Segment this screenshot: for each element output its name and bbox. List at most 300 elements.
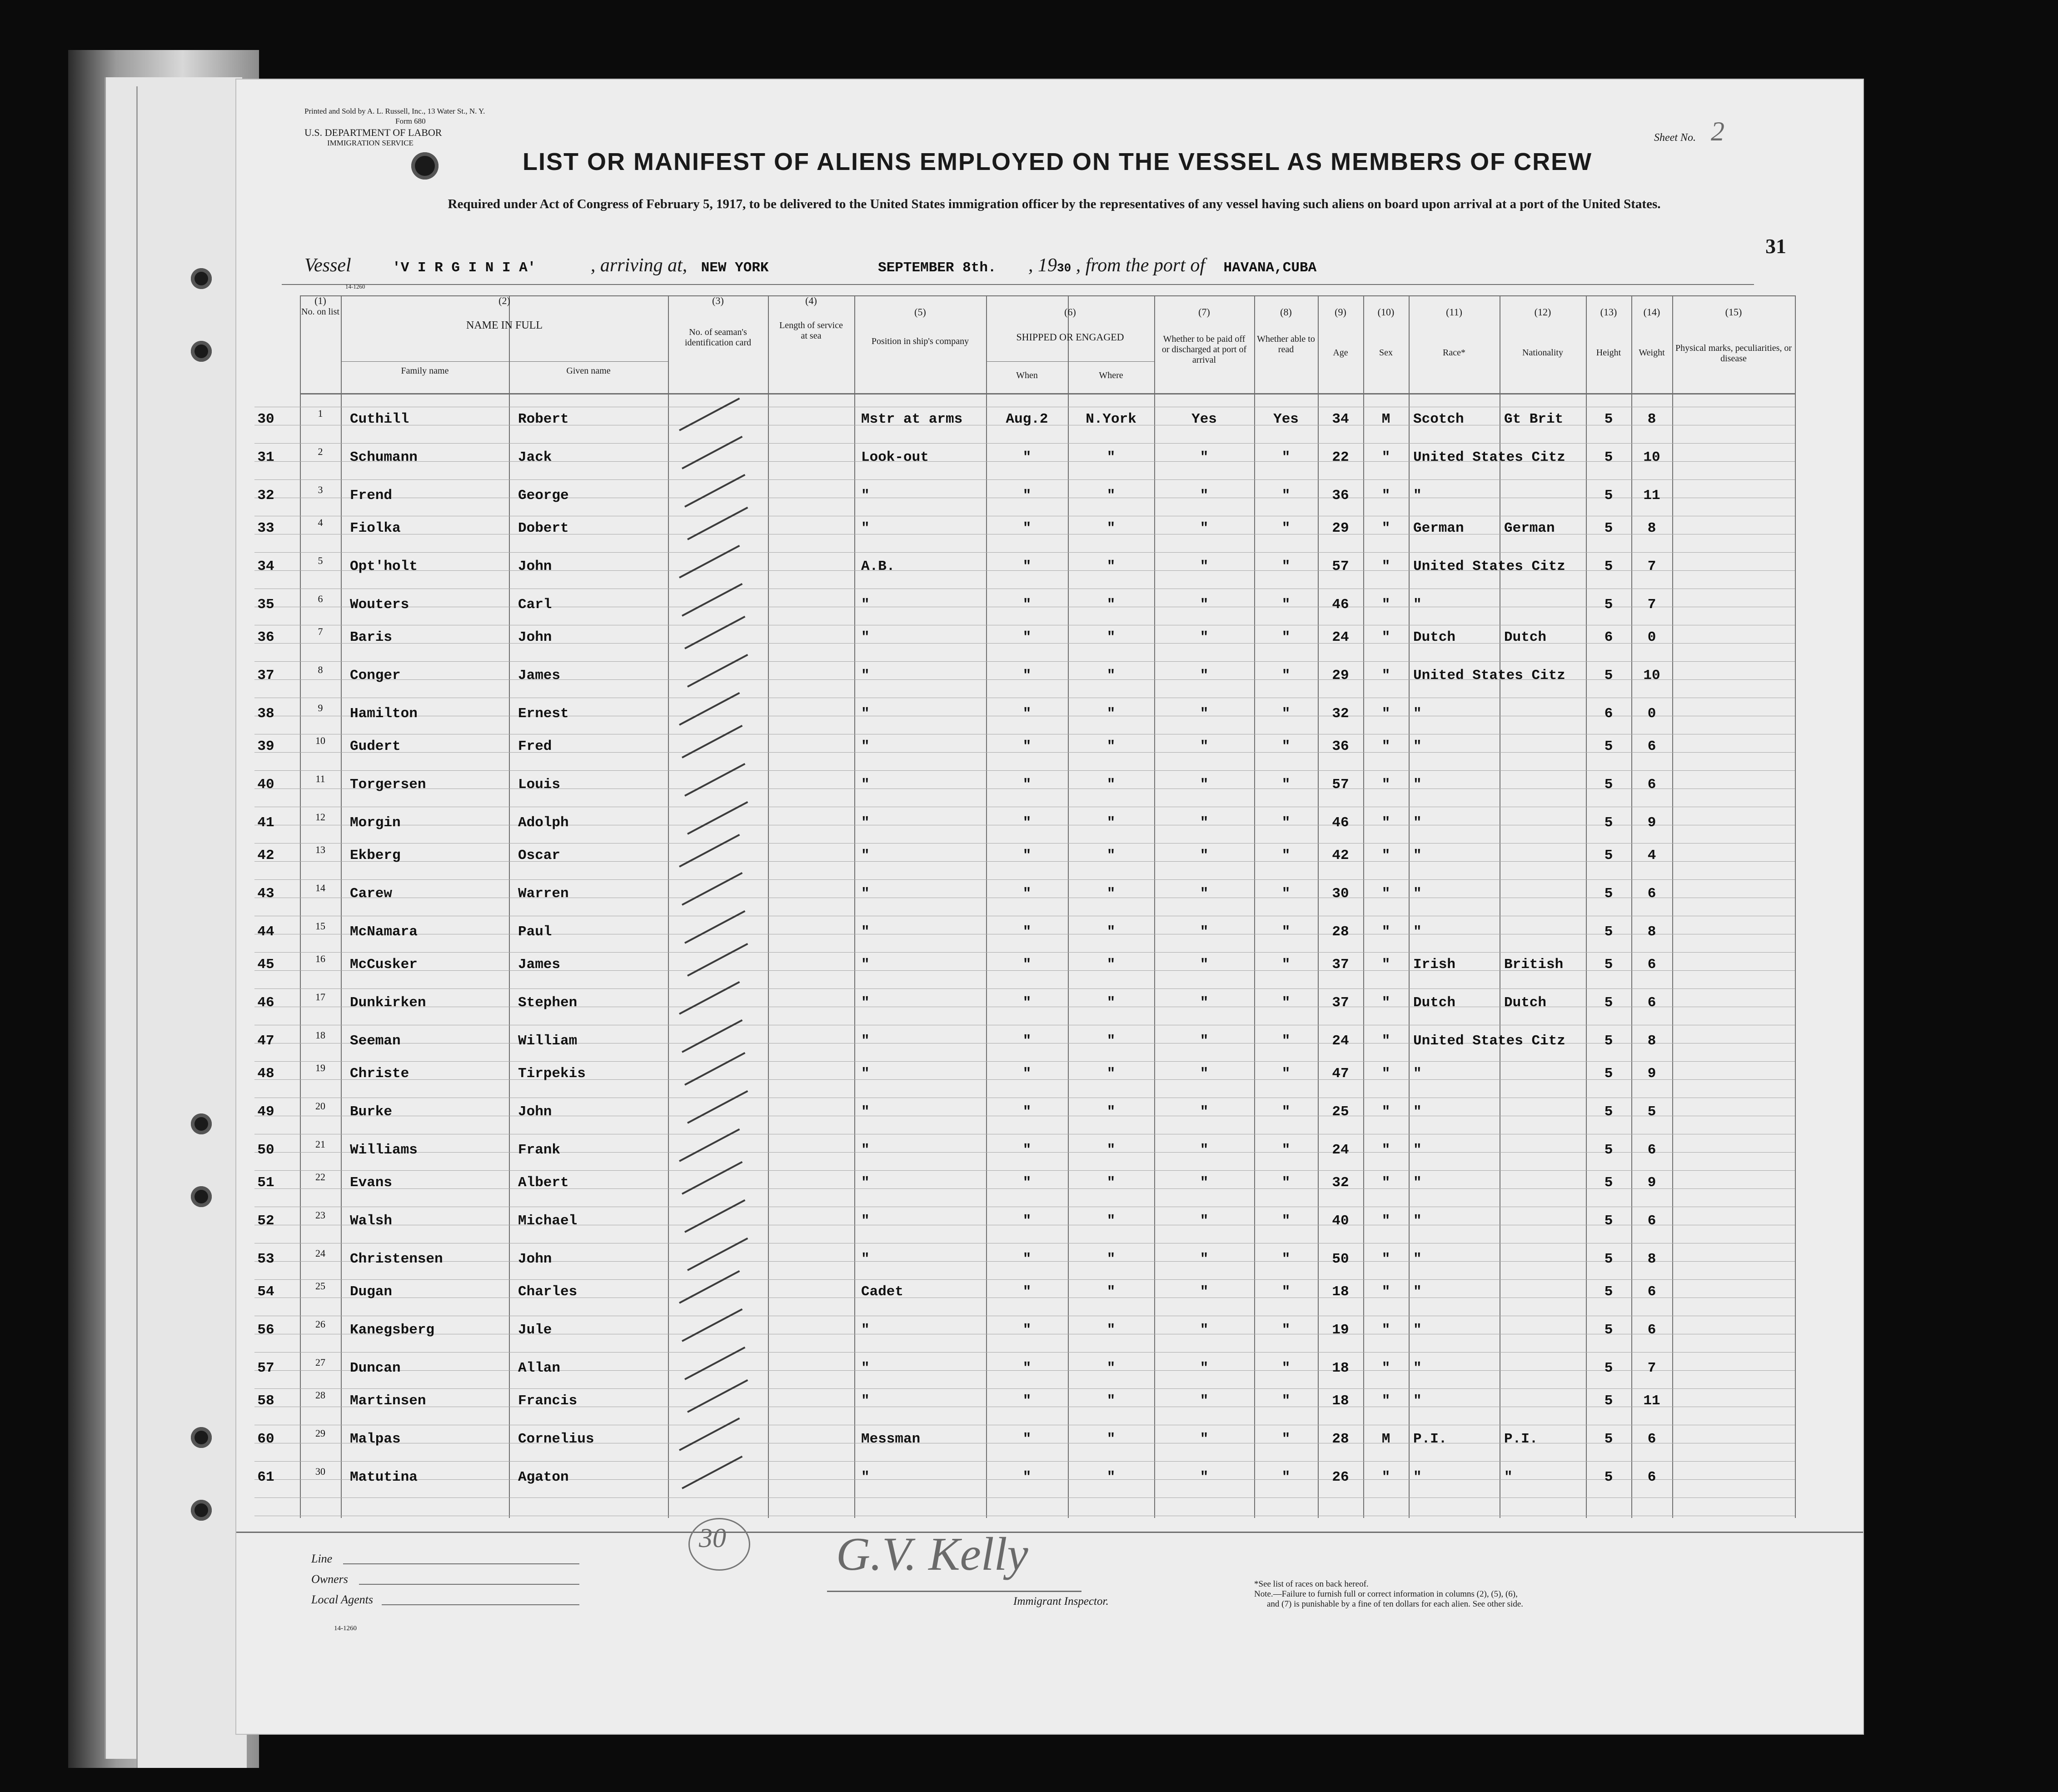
cell-weight: 10	[1643, 668, 1660, 684]
cell-no: 20	[315, 1100, 325, 1112]
cell-read: "	[1281, 848, 1291, 864]
cell-paid: "	[1200, 1104, 1209, 1120]
cell-no: 9	[318, 702, 323, 714]
line-number: 41	[257, 815, 274, 831]
sheet-number: 2	[1711, 116, 1724, 146]
cell-where: "	[1106, 449, 1116, 465]
cell-race: P.I.	[1413, 1431, 1447, 1447]
cell-no: 28	[315, 1389, 325, 1401]
check-mark	[682, 872, 742, 906]
cell-sex: "	[1381, 886, 1390, 902]
arriving-label: , arriving at,	[590, 255, 688, 276]
cell-no: 12	[315, 811, 325, 823]
footer-divider	[236, 1532, 1863, 1533]
line-number: 54	[257, 1284, 274, 1300]
cell-no: 14	[315, 882, 325, 894]
cell-no: 25	[315, 1280, 325, 1292]
cell-no: 1	[318, 408, 323, 419]
cell-height: 5	[1604, 597, 1613, 613]
check-mark	[684, 616, 745, 649]
cell-given: Albert	[518, 1175, 569, 1191]
cell-read: "	[1281, 1469, 1291, 1485]
inspector-signature: G.V. Kelly	[836, 1528, 1028, 1580]
cell-where: "	[1106, 1066, 1116, 1082]
cell-position: "	[861, 1469, 870, 1485]
cell-read: "	[1281, 924, 1291, 940]
cell-weight: 7	[1647, 559, 1656, 574]
cell-weight: 10	[1643, 449, 1660, 465]
cell-given: Cornelius	[518, 1431, 594, 1447]
cell-given: Fred	[518, 739, 552, 754]
cell-paid: "	[1200, 1175, 1209, 1191]
cell-when: "	[1022, 629, 1031, 645]
cell-read: "	[1281, 488, 1291, 504]
cell-race: Dutch	[1413, 995, 1456, 1011]
cell-where: "	[1106, 597, 1116, 613]
col-1-header: No. on list	[301, 307, 339, 317]
col-3-number: (3)	[712, 295, 724, 306]
cell-position: "	[861, 1033, 870, 1049]
cell-height: 5	[1604, 995, 1613, 1011]
cell-weight: 5	[1647, 1104, 1656, 1120]
cell-given: George	[518, 488, 569, 504]
cell-no: 18	[315, 1029, 325, 1041]
ruled-line	[254, 843, 1795, 844]
cell-position: "	[861, 1322, 870, 1338]
col-9-number: (9)	[1335, 306, 1346, 318]
cell-no: 11	[315, 773, 325, 784]
cell-paid: "	[1200, 1033, 1209, 1049]
cell-age: 34	[1332, 411, 1349, 427]
cell-race: German	[1413, 520, 1464, 536]
cell-position: "	[861, 488, 870, 504]
col-12-header: Nationality	[1522, 348, 1563, 358]
cell-read: "	[1281, 1322, 1291, 1338]
cell-given: Paul	[518, 924, 552, 940]
ruled-line	[254, 443, 1795, 444]
cell-position: "	[861, 668, 870, 684]
cell-read: "	[1281, 995, 1291, 1011]
cell-paid: "	[1200, 1393, 1209, 1409]
printer-line: Printed and Sold by A. L. Russell, Inc., 13 Water St., N. Y.	[304, 107, 485, 115]
cell-race: "	[1413, 488, 1422, 504]
cell-nationality: Gt Brit	[1504, 411, 1564, 427]
cell-weight: 0	[1647, 629, 1656, 645]
cell-height: 5	[1604, 668, 1613, 684]
owners-label: Owners	[311, 1572, 348, 1586]
cell-no: 5	[318, 555, 323, 566]
cell-height: 5	[1604, 1251, 1613, 1267]
cell-race: "	[1413, 706, 1422, 722]
cell-height: 5	[1604, 1033, 1613, 1049]
cell-when: "	[1022, 1175, 1031, 1191]
cell-no: 13	[315, 844, 325, 855]
cell-sex: "	[1381, 1360, 1390, 1376]
cell-when: "	[1022, 777, 1031, 793]
cell-read: "	[1281, 629, 1291, 645]
cell-when: "	[1022, 488, 1031, 504]
cell-height: 5	[1604, 1360, 1613, 1376]
cell-no: 16	[315, 953, 325, 964]
cell-age: 24	[1332, 1033, 1349, 1049]
cell-given: Ernest	[518, 706, 569, 722]
cell-sex: "	[1381, 739, 1390, 754]
cell-read: "	[1281, 815, 1291, 831]
cell-weight: 6	[1647, 886, 1656, 902]
cell-age: 46	[1332, 597, 1349, 613]
col-10-header: Sex	[1379, 348, 1393, 358]
vessel-name: 'V I R G I N I A'	[392, 260, 536, 276]
cell-age: 47	[1332, 1066, 1349, 1082]
cell-where: "	[1106, 1251, 1116, 1267]
line-number: 37	[257, 668, 274, 684]
cell-when: "	[1022, 1431, 1031, 1447]
punch-hole	[411, 152, 439, 180]
arrival-port: NEW YORK	[701, 260, 769, 276]
cell-height: 5	[1604, 1213, 1613, 1229]
cell-weight: 6	[1647, 1431, 1656, 1447]
cell-given: Tirpekis	[518, 1066, 586, 1082]
cell-race: Irish	[1413, 957, 1456, 973]
year-prefix: , 19	[1028, 255, 1057, 276]
cell-read: "	[1281, 1213, 1291, 1229]
cell-nationality: P.I.	[1504, 1431, 1538, 1447]
cell-when: "	[1022, 1104, 1031, 1120]
cell-sex: "	[1381, 520, 1390, 536]
form-title: LIST OR MANIFEST OF ALIENS EMPLOYED ON THE VESSEL AS MEMBERS OF CREW	[523, 148, 1593, 175]
cell-when: "	[1022, 1360, 1031, 1376]
cell-weight: 7	[1647, 597, 1656, 613]
manifest-page	[236, 80, 1863, 1734]
cell-race: "	[1413, 1251, 1422, 1267]
races-note: *See list of races on back hereof.	[1254, 1579, 1369, 1589]
cell-given: James	[518, 668, 561, 684]
cell-position: "	[861, 1393, 870, 1409]
cell-no: 8	[318, 664, 323, 675]
check-mark	[684, 1199, 745, 1233]
cell-given: Oscar	[518, 848, 561, 864]
cell-height: 5	[1604, 1175, 1613, 1191]
col-5-number: (5)	[914, 306, 926, 318]
cell-where: "	[1106, 848, 1116, 864]
cell-when: "	[1022, 1251, 1031, 1267]
cell-family: Williams	[350, 1142, 418, 1158]
service: IMMIGRATION SERVICE	[327, 139, 414, 147]
cell-race: Dutch	[1413, 629, 1456, 645]
cell-position: "	[861, 886, 870, 902]
binder-hole	[191, 1427, 212, 1448]
cell-weight: 7	[1647, 1360, 1656, 1376]
cell-race: "	[1413, 1066, 1422, 1082]
cell-height: 6	[1604, 706, 1613, 722]
line-number: 61	[257, 1469, 274, 1485]
cell-where: "	[1106, 739, 1116, 754]
cell-position: "	[861, 848, 870, 864]
cell-paid: Yes	[1191, 411, 1217, 427]
cell-given: William	[518, 1033, 578, 1049]
cell-when: "	[1022, 1066, 1031, 1082]
cell-where: "	[1106, 777, 1116, 793]
cell-when: "	[1022, 597, 1031, 613]
cell-paid: "	[1200, 1360, 1209, 1376]
cell-age: 36	[1332, 488, 1349, 504]
ruled-line	[254, 879, 1795, 880]
line-number: 35	[257, 597, 274, 613]
cell-read: "	[1281, 1251, 1291, 1267]
cell-position: "	[861, 924, 870, 940]
cell-position: Mstr at arms	[861, 411, 963, 427]
cell-when: "	[1022, 1393, 1031, 1409]
cell-sex: "	[1381, 1393, 1390, 1409]
check-mark	[682, 1308, 742, 1342]
departure-port: HAVANA,CUBA	[1223, 260, 1317, 276]
cell-position: "	[861, 1175, 870, 1191]
cell-position: "	[861, 1360, 870, 1376]
cell-position: "	[861, 1066, 870, 1082]
cell-age: 25	[1332, 1104, 1349, 1120]
cell-position: "	[861, 1251, 870, 1267]
cell-height: 5	[1604, 886, 1613, 902]
col-6b-header: Where	[1099, 370, 1123, 380]
line-number: 44	[257, 924, 274, 940]
cell-weight: 6	[1647, 995, 1656, 1011]
cell-sex: "	[1381, 449, 1390, 465]
cell-paid: "	[1200, 597, 1209, 613]
line-number: 48	[257, 1066, 274, 1082]
cell-paid: "	[1200, 449, 1209, 465]
underlying-sheet	[136, 86, 247, 1768]
cell-sex: M	[1381, 1431, 1390, 1447]
cell-read: "	[1281, 1175, 1291, 1191]
line-number: 30	[257, 411, 274, 427]
cell-sex: "	[1381, 488, 1390, 504]
signature-line	[827, 1591, 1081, 1592]
cell-family: Opt'holt	[350, 559, 418, 574]
cell-age: 28	[1332, 924, 1349, 940]
check-mark	[679, 1418, 740, 1451]
cell-height: 5	[1604, 1469, 1613, 1485]
cell-given: Michael	[518, 1213, 578, 1229]
cell-when: "	[1022, 1322, 1031, 1338]
cell-where: "	[1106, 1142, 1116, 1158]
cell-age: 37	[1332, 957, 1349, 973]
cell-sex: M	[1381, 411, 1390, 427]
cell-read: Yes	[1273, 411, 1299, 427]
cell-no: 24	[315, 1248, 325, 1259]
inspector-label: Immigrant Inspector.	[1013, 1595, 1109, 1607]
cell-when: "	[1022, 815, 1031, 831]
cell-when: "	[1022, 1033, 1031, 1049]
cell-family: Ekberg	[350, 848, 401, 864]
cell-family: Malpas	[350, 1431, 401, 1447]
cell-position: "	[861, 739, 870, 754]
line-number: 32	[257, 488, 274, 504]
cell-position: A.B.	[861, 559, 895, 574]
line-number: 47	[257, 1033, 274, 1049]
cell-paid: "	[1200, 995, 1209, 1011]
cell-read: "	[1281, 1284, 1291, 1300]
cell-age: 18	[1332, 1360, 1349, 1376]
cell-age: 40	[1332, 1213, 1349, 1229]
check-mark	[684, 474, 745, 508]
cell-where: "	[1106, 668, 1116, 684]
cell-weight: 9	[1647, 815, 1656, 831]
cell-height: 5	[1604, 957, 1613, 973]
cell-read: "	[1281, 1066, 1291, 1082]
cell-sex: "	[1381, 1213, 1390, 1229]
cell-where: "	[1106, 995, 1116, 1011]
cell-family: Baris	[350, 629, 393, 645]
cell-paid: "	[1200, 886, 1209, 902]
col-12-number: (12)	[1534, 306, 1551, 318]
cell-height: 5	[1604, 411, 1613, 427]
col-4-header: Length of service at sea	[779, 320, 843, 341]
cell-paid: "	[1200, 777, 1209, 793]
cell-weight: 9	[1647, 1175, 1656, 1191]
penalty-note-2: and (7) is punishable by a fine of ten dollars for each alien. See other side.	[1267, 1599, 1524, 1609]
check-mark	[684, 1347, 745, 1380]
owners-blank	[359, 1584, 579, 1585]
cell-nationality: British	[1504, 957, 1564, 973]
check-mark	[687, 1238, 748, 1271]
cell-given: John	[518, 629, 552, 645]
check-mark	[682, 1456, 742, 1489]
cell-paid: "	[1200, 1213, 1209, 1229]
column-divider	[854, 295, 855, 1518]
cell-race: "	[1413, 924, 1422, 940]
cell-sex: "	[1381, 1251, 1390, 1267]
cell-nationality: German	[1504, 520, 1555, 536]
cell-read: "	[1281, 520, 1291, 536]
cell-age: 57	[1332, 559, 1349, 574]
ruled-line	[254, 479, 1795, 480]
col-5-header: Position in ship's company	[871, 336, 969, 346]
col-14-number: (14)	[1643, 306, 1660, 318]
cell-weight: 8	[1647, 1033, 1656, 1049]
cell-where: "	[1106, 1284, 1116, 1300]
col-8-number: (8)	[1280, 306, 1292, 318]
cell-sex: "	[1381, 1469, 1390, 1485]
cell-position: "	[861, 957, 870, 973]
ruled-line	[254, 661, 1795, 662]
cell-position: "	[861, 995, 870, 1011]
cell-age: 18	[1332, 1393, 1349, 1409]
cell-family: McCusker	[350, 957, 418, 973]
cell-where: "	[1106, 1322, 1116, 1338]
cell-age: 24	[1332, 629, 1349, 645]
cell-weight: 6	[1647, 1142, 1656, 1158]
line-number: 42	[257, 848, 274, 864]
binder-hole	[191, 268, 212, 289]
ruled-line	[254, 1461, 1795, 1462]
cell-age: 30	[1332, 886, 1349, 902]
cell-family: Carew	[350, 886, 393, 902]
column-divider	[1409, 295, 1410, 1518]
line-number: 49	[257, 1104, 274, 1120]
cell-no: 26	[315, 1318, 325, 1330]
cell-position: Cadet	[861, 1284, 904, 1300]
check-mark	[679, 398, 740, 431]
cell-family: Torgersen	[350, 777, 426, 793]
binder-hole	[191, 1500, 212, 1521]
check-mark	[684, 910, 745, 944]
check-mark	[682, 583, 742, 617]
cell-family: Christe	[350, 1066, 409, 1082]
cell-family: Dunkirken	[350, 995, 426, 1011]
cell-paid: "	[1200, 1066, 1209, 1082]
cell-weight: 6	[1647, 1213, 1656, 1229]
cell-sex: "	[1381, 1175, 1390, 1191]
cell-read: "	[1281, 886, 1291, 902]
cell-weight: 9	[1647, 1066, 1656, 1082]
cell-paid: "	[1200, 1142, 1209, 1158]
cell-race: United States Citz	[1413, 449, 1565, 465]
check-mark	[687, 1379, 748, 1413]
cell-weight: 8	[1647, 924, 1656, 940]
cell-weight: 8	[1647, 1251, 1656, 1267]
cell-race: United States Citz	[1413, 668, 1565, 684]
agents-blank	[382, 1604, 579, 1605]
cell-sex: "	[1381, 957, 1390, 973]
col-3-header: No. of seaman's identification card	[684, 327, 752, 348]
col-10-number: (10)	[1377, 306, 1395, 318]
cell-race: "	[1413, 597, 1422, 613]
cell-no: 7	[318, 626, 323, 637]
column-divider	[1672, 295, 1673, 1518]
cell-given: Jule	[518, 1322, 552, 1338]
form-code-top: 14-1260	[345, 283, 365, 290]
cell-sex: "	[1381, 1033, 1390, 1049]
cell-read: "	[1281, 1142, 1291, 1158]
shipped-subheader-rule	[986, 361, 1154, 362]
cell-sex: "	[1381, 668, 1390, 684]
binder-hole	[191, 1113, 212, 1134]
cell-where: "	[1106, 1033, 1116, 1049]
check-mark	[684, 763, 745, 797]
cell-read: "	[1281, 1431, 1291, 1447]
cell-position: "	[861, 706, 870, 722]
cell-height: 5	[1604, 739, 1613, 754]
cell-where: "	[1106, 1431, 1116, 1447]
cell-sex: "	[1381, 995, 1390, 1011]
cell-race: "	[1413, 1360, 1422, 1376]
cell-family: McNamara	[350, 924, 418, 940]
cell-paid: "	[1200, 706, 1209, 722]
cell-height: 5	[1604, 848, 1613, 864]
ruled-line	[254, 552, 1795, 553]
cell-family: Hamilton	[350, 706, 418, 722]
cell-no: 22	[315, 1171, 325, 1183]
line-number: 38	[257, 706, 274, 722]
col-6-number: (6)	[1064, 306, 1076, 318]
cell-where: "	[1106, 957, 1116, 973]
check-mark	[679, 692, 740, 726]
cell-where: "	[1106, 815, 1116, 831]
cell-weight: 11	[1643, 1393, 1660, 1409]
cell-age: 29	[1332, 668, 1349, 684]
cell-height: 5	[1604, 559, 1613, 574]
line-number: 53	[257, 1251, 274, 1267]
binder-hole	[191, 1186, 212, 1207]
vessel-underline	[282, 284, 1754, 285]
page-number: 31	[1765, 235, 1786, 258]
cell-read: "	[1281, 739, 1291, 754]
cell-when: "	[1022, 668, 1031, 684]
cell-weight: 11	[1643, 488, 1660, 504]
cell-height: 5	[1604, 1104, 1613, 1120]
cell-position: "	[861, 815, 870, 831]
cell-height: 5	[1604, 924, 1613, 940]
